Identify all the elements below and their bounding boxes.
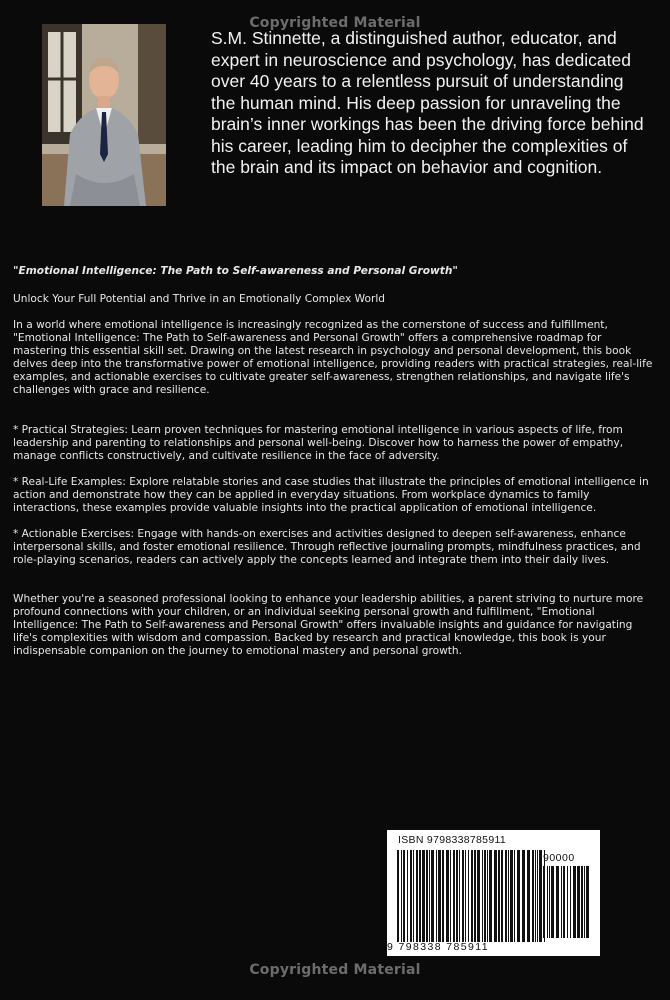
barcode-bar xyxy=(522,850,525,942)
barcode-bar xyxy=(487,850,488,942)
barcode-bar xyxy=(532,850,534,942)
barcode-bar xyxy=(494,850,497,942)
barcode-bar xyxy=(484,850,486,942)
barcode-bar xyxy=(419,850,421,942)
barcode-bar xyxy=(570,866,571,938)
barcode-bar xyxy=(581,866,583,938)
barcode-bar xyxy=(567,866,568,938)
book-tagline: Unlock Your Full Potential and Thrive in an Emotionally Complex World xyxy=(13,293,385,305)
bullet-actionable-exercises: * Actionable Exercises: Engage with hands-on exercises and activities designed to deepen self-awareness, enhance interpersonal skills, and foster emotional resilience. Through reflective journaling prompts, mindfulness practices, and role-playing scenarios, readers can actively apply the concepts learned and integrate them into their daily lives. xyxy=(13,528,641,566)
barcode-bar xyxy=(450,850,451,942)
barcode-bar xyxy=(403,850,405,942)
intro-paragraph: In a world where emotional intelligence is increasingly recognized as the cornerstone of success and fulfillment, "Emotional Intelligence: The Path to Self-awareness and Personal Growth" offers a comprehensive roadmap for mastering this essential skill set. Drawing on the latest research in psychology and personal development, this book delves deep into the transformative power of emotional intelligence, providing readers with practical strategies, real-life examples, and actionable exercises to cultivate greater self-awareness, strengthen relationships, and navigate life's challenges with grace and resilience. xyxy=(13,319,653,396)
barcode-bar xyxy=(410,850,412,942)
barcode-bar xyxy=(551,866,554,938)
barcode-bar xyxy=(401,850,402,942)
barcode-bar xyxy=(508,850,509,942)
ean-digits: 9 798338 785911 xyxy=(387,941,489,953)
barcode-bar xyxy=(471,850,473,942)
barcode-bar xyxy=(465,850,466,942)
bullet-practical-strategies: * Practical Strategies: Learn proven techniques for mastering emotional intelligence in various aspects of life, from leadership and parenting to relationships and personal well-being. Discover how to harness the power of empathy, manage conflicts constructively, and cultivate resilience in the face of adversity. xyxy=(13,424,624,462)
barcode-bar xyxy=(563,866,565,938)
barcode-bar xyxy=(527,850,530,942)
barcode-bar xyxy=(539,850,542,942)
barcode-bar xyxy=(549,866,550,938)
barcode-bar xyxy=(577,866,580,938)
book-description xyxy=(13,265,658,658)
barcode-bar xyxy=(517,850,520,942)
watermark-bottom: Copyrighted Material xyxy=(249,962,421,978)
barcode-bar xyxy=(436,850,437,942)
barcode-bar xyxy=(446,850,449,942)
barcode-bar xyxy=(535,850,536,942)
isbn-label: ISBN 9798338785911 xyxy=(398,834,506,846)
barcode-bar xyxy=(442,850,444,942)
barcode-bar xyxy=(438,850,441,942)
barcode-bar xyxy=(462,850,464,942)
addon-barcode-bars xyxy=(543,866,593,938)
barcode-bar xyxy=(510,850,513,942)
price-code: 90000 xyxy=(543,852,575,864)
barcode-bar xyxy=(413,850,414,942)
barcode-bar xyxy=(586,866,589,938)
barcode-bar xyxy=(505,850,507,942)
barcode-bar xyxy=(429,850,430,942)
bullet-real-life-examples: * Real-Life Examples: Explore relatable stories and case studies that illustrate the principles of emotional intelligence in action and demonstrate how they can be applied in everyday situations. From workplace dynamics to family interactions, these examples provide valuable insights into the practical application of emotional intelligence. xyxy=(13,476,649,514)
book-title: "Emotional Intelligence: The Path to Self-awareness and Personal Growth" xyxy=(13,265,458,277)
barcode-bar xyxy=(501,850,503,942)
barcode-bar xyxy=(397,850,399,942)
barcode-bar xyxy=(573,866,576,938)
barcode-bar xyxy=(514,850,515,942)
barcode-bar xyxy=(453,850,455,942)
barcode-bar xyxy=(489,850,492,942)
author-photo-illustration xyxy=(42,24,166,206)
ean-barcode-bars xyxy=(397,850,547,942)
barcode-bar xyxy=(468,850,469,942)
barcode-bar xyxy=(474,850,476,942)
barcode-bar xyxy=(547,866,548,938)
barcode-bar xyxy=(556,866,559,938)
barcode-bar xyxy=(456,850,458,942)
barcode-bar xyxy=(561,866,562,938)
watermark-top: Copyrighted Material xyxy=(249,15,421,31)
barcode-bar xyxy=(482,850,483,942)
barcode-bar xyxy=(422,850,425,942)
barcode-bar xyxy=(416,850,418,942)
barcode-bar xyxy=(477,850,480,942)
closing-paragraph: Whether you're a seasoned professional looking to enhance your leadership abilities, a parent striving to nurture more profound connections with your children, or an individual seeking personal growth and fulfillment, "Emotional Intelligence: The Path to Self-awareness and Personal Growth" offers invaluable insights and guidance for navigating life's complexities with wisdom and compassion. Backed by research and practical knowledge, this book is your indispensable companion on the journey to emotional mastery and personal growth. xyxy=(13,593,644,657)
author-photo xyxy=(42,24,166,206)
barcode-bar xyxy=(543,866,545,938)
barcode-bar xyxy=(431,850,434,942)
barcode-bar xyxy=(459,850,460,942)
isbn-barcode xyxy=(387,830,600,956)
barcode-bar xyxy=(407,850,408,942)
barcode-bar xyxy=(498,850,500,942)
author-bio: S.M. Stinnette, a distinguished author, educator, and expert in neuroscience and psychology, has dedicated over 40 years to a relentless pursuit of understanding the human mind. His deep passion for unraveling the brain’s inner workings has been the driving force behind his career, leading him to decipher the complexities of the brain and its impact on behavior and cognition. xyxy=(211,28,644,177)
barcode-bar xyxy=(537,850,538,942)
barcode-bar xyxy=(584,866,585,938)
barcode-bar xyxy=(426,850,428,942)
